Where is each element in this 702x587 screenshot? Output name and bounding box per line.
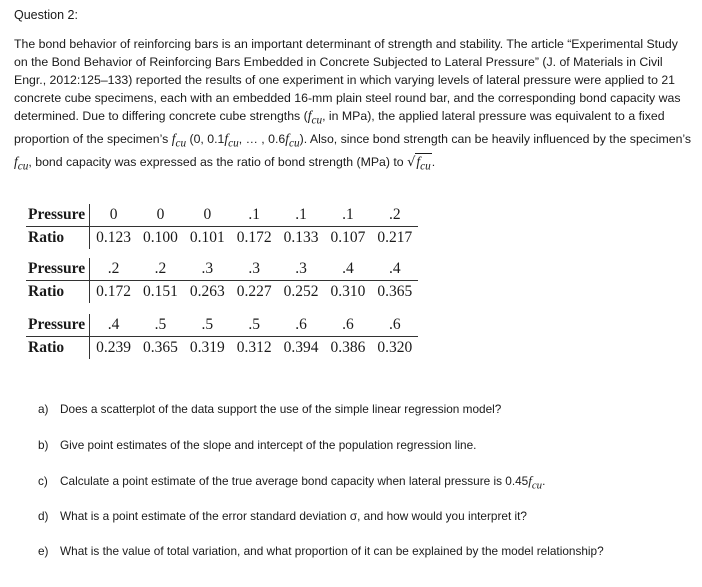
pressure-cell: .3	[278, 258, 325, 281]
pressure-cell: .2	[371, 204, 418, 227]
ratio-cell: 0.365	[377, 283, 413, 300]
question-text: Calculate a point estimate of the true average bond capacity when lateral pressure is 0.45	[60, 474, 529, 488]
pressure-cell: .1	[231, 204, 278, 227]
ratio-cell: 0.133	[283, 229, 319, 246]
ratio-cell: 0.151	[143, 283, 178, 300]
pressure-cell: .5	[137, 314, 184, 337]
ratio-cell: 0.172	[96, 283, 131, 300]
fcu-symbol: $f_{cu}$	[528, 473, 543, 492]
pressure-row-label: Pressure	[26, 314, 90, 337]
pressure-cell: .6	[278, 314, 325, 337]
ratio-cell: 0.319	[189, 339, 225, 356]
ratio-cell: 0.386	[330, 339, 366, 356]
pressure-cell: .4	[90, 314, 137, 337]
ratio-cell: 0.320	[377, 339, 413, 356]
data-table-block-1	[26, 204, 418, 249]
pressure-cell: 0	[90, 204, 137, 227]
question-text: What is a point estimate of the error standard deviation σ, and how would you interpret it?	[60, 508, 527, 523]
ratio-cell: 0.227	[236, 283, 272, 300]
question-letter: e)	[38, 544, 49, 558]
question-letter: c)	[38, 474, 48, 488]
fcu-symbol: $f_{cu}$	[224, 131, 239, 150]
ratio-cell: 0.263	[189, 283, 225, 300]
ratio-cell: 0.252	[283, 283, 319, 300]
pressure-cell: .2	[137, 258, 184, 281]
question-suffix: .	[542, 474, 546, 488]
ratio-cell: 0.239	[96, 339, 131, 356]
fcu-symbol: $f_{cu}$	[171, 131, 187, 150]
pressure-cell: .4	[371, 258, 418, 281]
data-table-block-2	[26, 258, 418, 303]
pressure-cell: 0	[137, 204, 184, 227]
ratio-cell: 0.100	[143, 229, 178, 246]
ratio-row-label: Ratio	[26, 281, 90, 304]
pressure-cell: .2	[90, 258, 137, 281]
question-text: Give point estimates of the slope and intercept of the population regression line.	[60, 437, 477, 452]
pressure-row-label: Pressure	[26, 204, 90, 227]
pressure-cell: .1	[278, 204, 325, 227]
pressure-cell: .6	[371, 314, 418, 337]
ratio-cell: 0.217	[377, 229, 413, 246]
ratio-cell: 0.123	[96, 229, 131, 246]
ratio-cell: 0.107	[330, 229, 366, 246]
question-item-e	[38, 544, 604, 580]
question-letter: a)	[38, 402, 49, 416]
ratio-cell: 0.394	[283, 339, 319, 356]
ratio-cell: 0.312	[236, 339, 272, 356]
pressure-row-label: Pressure	[26, 258, 90, 281]
ratio-row-label: Ratio	[26, 337, 90, 360]
pressure-cell: .3	[184, 258, 231, 281]
pressure-cell: 0	[184, 204, 231, 227]
pressure-cell: .5	[184, 314, 231, 337]
ratio-cell: 0.172	[236, 229, 272, 246]
pressure-cell: .6	[325, 314, 372, 337]
question-item-b	[38, 438, 604, 474]
question-list	[38, 402, 604, 580]
question-letter: b)	[38, 437, 49, 452]
fcu-symbol: $f_{cu}$	[14, 153, 29, 173]
sqrt-fcu-symbol: $√f_{cu}$	[407, 153, 431, 173]
question-text: What is the value of total variation, and what proportion of it can be explained by the model relationship?	[60, 544, 604, 558]
ratio-row-label: Ratio	[26, 227, 90, 250]
ratio-cell: 0.101	[189, 229, 225, 246]
question-text: Does a scatterplot of the data support the use of the simple linear regression model?	[60, 402, 502, 416]
pressure-cell: .4	[325, 258, 372, 281]
pressure-cell: .3	[231, 258, 278, 281]
question-heading: Question 2:	[14, 8, 78, 22]
pressure-cell: .5	[231, 314, 278, 337]
problem-statement: The bond behavior of reinforcing bars is an important determinant of strength and stability. The article “Experimental Study on the Bond Behavior of Reinforcing Bars Embedded in Concrete Subjected to Lateral Pressure” (J. of Materials in Civil Engr., 2012:125–133) reported the results of one experiment in which varying levels of lateral pressure were applied to 21 concrete cube specimens, each with an embedded 16-mm plain steel round bar, and the corresponding bond capacity was determined. Due to differing concrete cube strengths ($f_{cu}$, in MPa), the applied lateral pressure was equivalent to a fixed proportion of the specimen’s $f_{cu}$ (0, $0.1f_{cu}$, … , $0.6f_{cu}$). Also, since bond strength can be heavily influenced by the specimen’s $f_{cu}$, bond capacity was expressed as the ratio of bond strength (MPa) to $√f_{cu}$.	[14, 35, 694, 176]
data-table-block-3	[26, 314, 418, 359]
question-item-d	[38, 509, 604, 545]
question-item-a	[38, 402, 604, 438]
fcu-symbol: $f_{cu}$	[307, 108, 323, 128]
fcu-symbol: $f_{cu}$	[285, 131, 300, 150]
ratio-cell: 0.365	[143, 339, 178, 356]
question-letter: d)	[38, 508, 49, 523]
question-item-c	[38, 473, 604, 509]
ratio-cell: 0.310	[330, 283, 366, 300]
pressure-cell: .1	[325, 204, 372, 227]
